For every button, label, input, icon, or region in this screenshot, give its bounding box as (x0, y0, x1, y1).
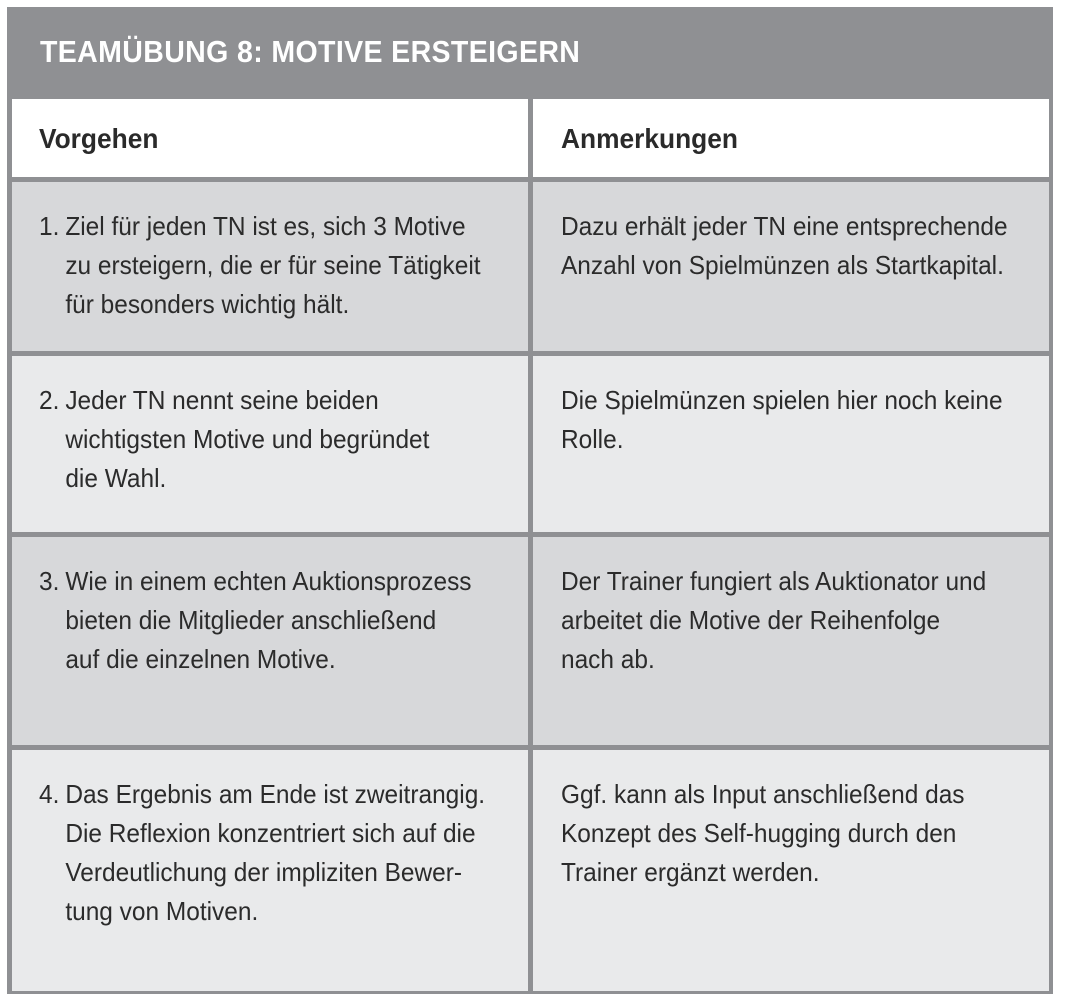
title-bar (7, 7, 1053, 97)
step-text (39, 775, 535, 931)
table-row-4-step (12, 750, 528, 991)
step-body: Wie in einem echten Auktionsprozess bieten die Mitglieder anschließend auf die einzelnen Motive. (65, 566, 472, 674)
table-row-2-note (533, 356, 1049, 532)
note-text: Dazu erhält jeder TN eine entsprechende Anzahl von Spielmünzen als Startkapital. (561, 211, 1008, 280)
step-number: 2. (39, 385, 60, 415)
note-text: Der Trainer fungiert als Auktionator und arbeitet die Motive der Reihenfolge nach ab. (561, 566, 987, 674)
step-body: Das Ergebnis am Ende ist zweitrangig. Die Reflexion konzentriert sich auf die Verdeutlichung der impliziten Bewer- tung von Motiven. (65, 779, 486, 926)
note-text: Ggf. kann als Input anschließend das Konzept des Self-hugging durch den Trainer ergänzt werden. (561, 779, 965, 887)
note-text: Die Spielmünzen spielen hier noch keine Rolle. (561, 385, 1003, 454)
step-text (39, 381, 535, 498)
step-text (39, 562, 535, 679)
table-row-2-step (12, 356, 528, 532)
step-body: Jeder TN nennt seine beiden wichtigsten Motive und begründet die Wahl. (65, 385, 430, 493)
step-text (39, 207, 535, 324)
table-row-4-note (533, 750, 1049, 991)
table-row-3-step (12, 537, 528, 745)
step-body: Ziel für jeden TN ist es, sich 3 Motive zu ersteigern, die er für seine Tätigkeit für besonders wichtig hält. (65, 211, 481, 319)
table-row-1-note (533, 182, 1049, 351)
column-header-right: Anmerkungen (561, 123, 738, 154)
header-cell-vorgehen (12, 99, 528, 177)
table-row-1-step (12, 182, 528, 351)
exercise-table (7, 7, 1053, 994)
step-number: 4. (39, 779, 60, 809)
table-title: TEAMÜBUNG 8: MOTIVE ERSTEIGERN (40, 34, 581, 69)
header-cell-anmerkungen (533, 99, 1049, 177)
table-row-3-note (533, 537, 1049, 745)
step-number: 1. (39, 211, 60, 241)
column-header-left: Vorgehen (39, 123, 159, 154)
step-number: 3. (39, 566, 60, 596)
